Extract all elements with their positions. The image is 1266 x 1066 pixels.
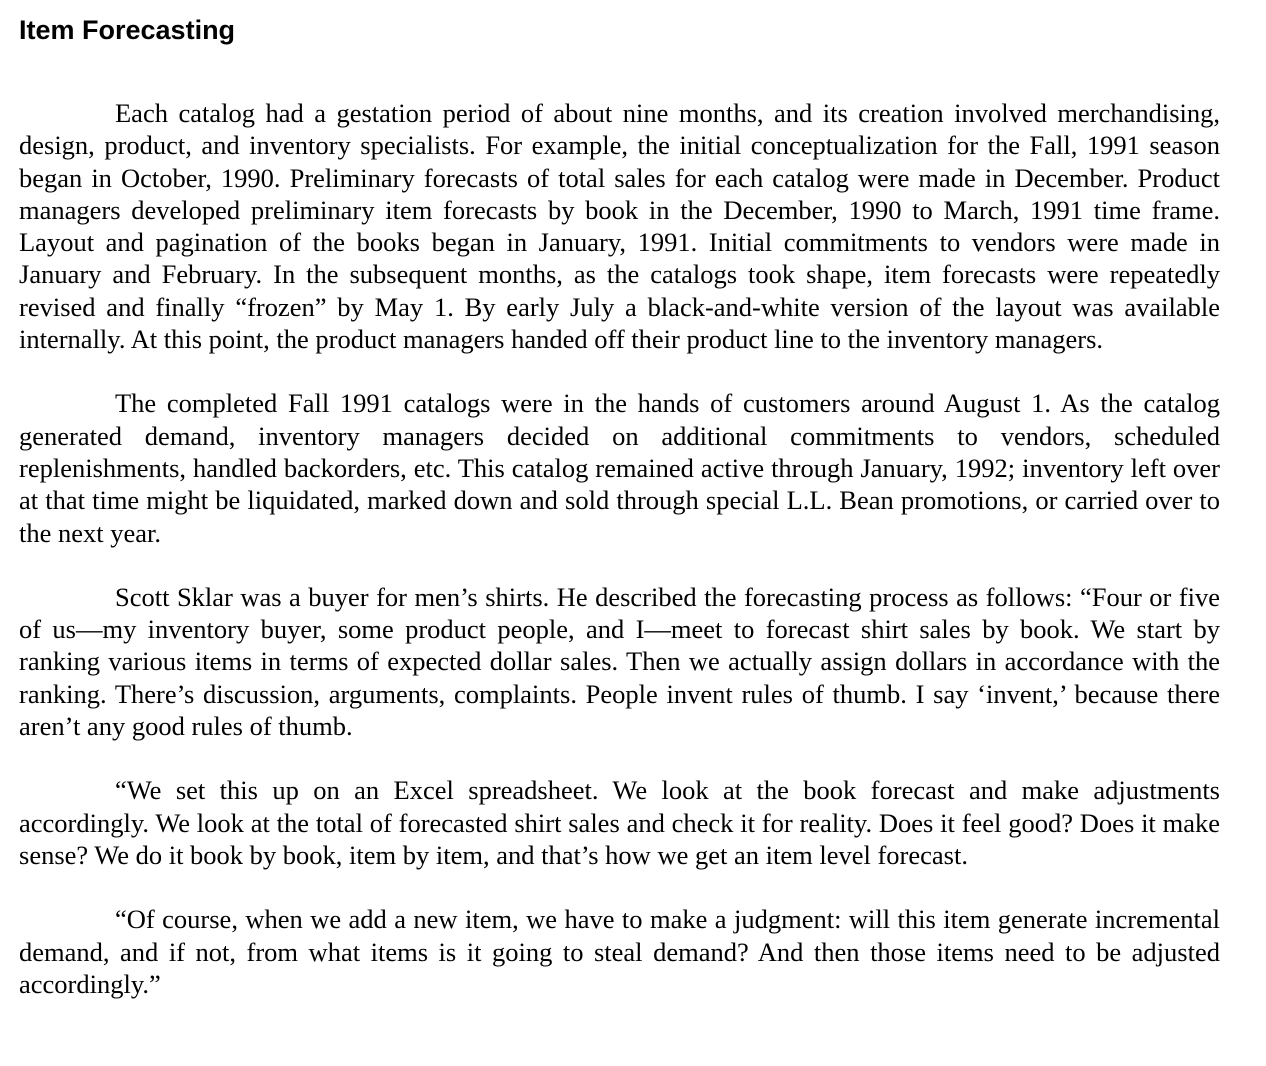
paragraph-new-item: “Of course, when we add a new item, we have to make a judgment: will this item generate incremental demand, and if not, from what items is it going to steal demand? And then those items need to be adjusted accordingly.” xyxy=(19,904,1220,999)
paragraph-scott-sklar: Scott Sklar was a buyer for men’s shirts. He described the forecasting process as follows: “Four or five of us—my inventory buyer, some product people, and I—meet to forecast shirt sales by book. We start by ranking various items in terms of expected dollar sales. Then we actually assign dollars in accordance with the ranking. There’s discussion, arguments, complaints. People invent rules of thumb. I say ‘invent,’ because there aren’t any good rules of thumb. xyxy=(19,581,1220,742)
paragraph-catalog-gestation: Each catalog had a gestation period of about nine months, and its creation involved merchandising, design, product, and inventory specialists. For example, the initial conceptualization for the Fall, 1991 season began in October, 1990. Preliminary forecasts of total sales for each catalog were made in December. Product managers developed preliminary item forecasts by book in the December, 1990 to March, 1991 time frame. Layout and pagination of the books began in January, 1991. Initial commitments to vendors were made in January and February. In the subsequent months, as the catalogs took shape, item forecasts were repeatedly revised and finally “frozen” by May 1. By early July a black-and-white version of the layout was available internally. At this point, the product managers handed off their product line to the inventory managers. xyxy=(19,98,1220,355)
paragraph-fall-1991-catalogs: The completed Fall 1991 catalogs were in the hands of customers around August 1. As the catalog generated demand, inventory managers decided on additional commitments to vendors, scheduled replenishments, handled backorders, etc. This catalog remained active through January, 1992; inventory left over at that time might be liquidated, marked down and sold through special L.L. Bean promotions, or carried over to the next year. xyxy=(19,388,1220,548)
document-page xyxy=(19,10,1220,1032)
paragraph-excel-spreadsheet: “We set this up on an Excel spreadsheet. We look at the book forecast and make adjustments accordingly. We look at the total of forecasted shirt sales and check it for reality. Does it feel good? Does it make sense? We do it book by book, item by item, and that’s how we get an item level forecast. xyxy=(19,775,1220,870)
section-heading: Item Forecasting xyxy=(19,15,236,45)
